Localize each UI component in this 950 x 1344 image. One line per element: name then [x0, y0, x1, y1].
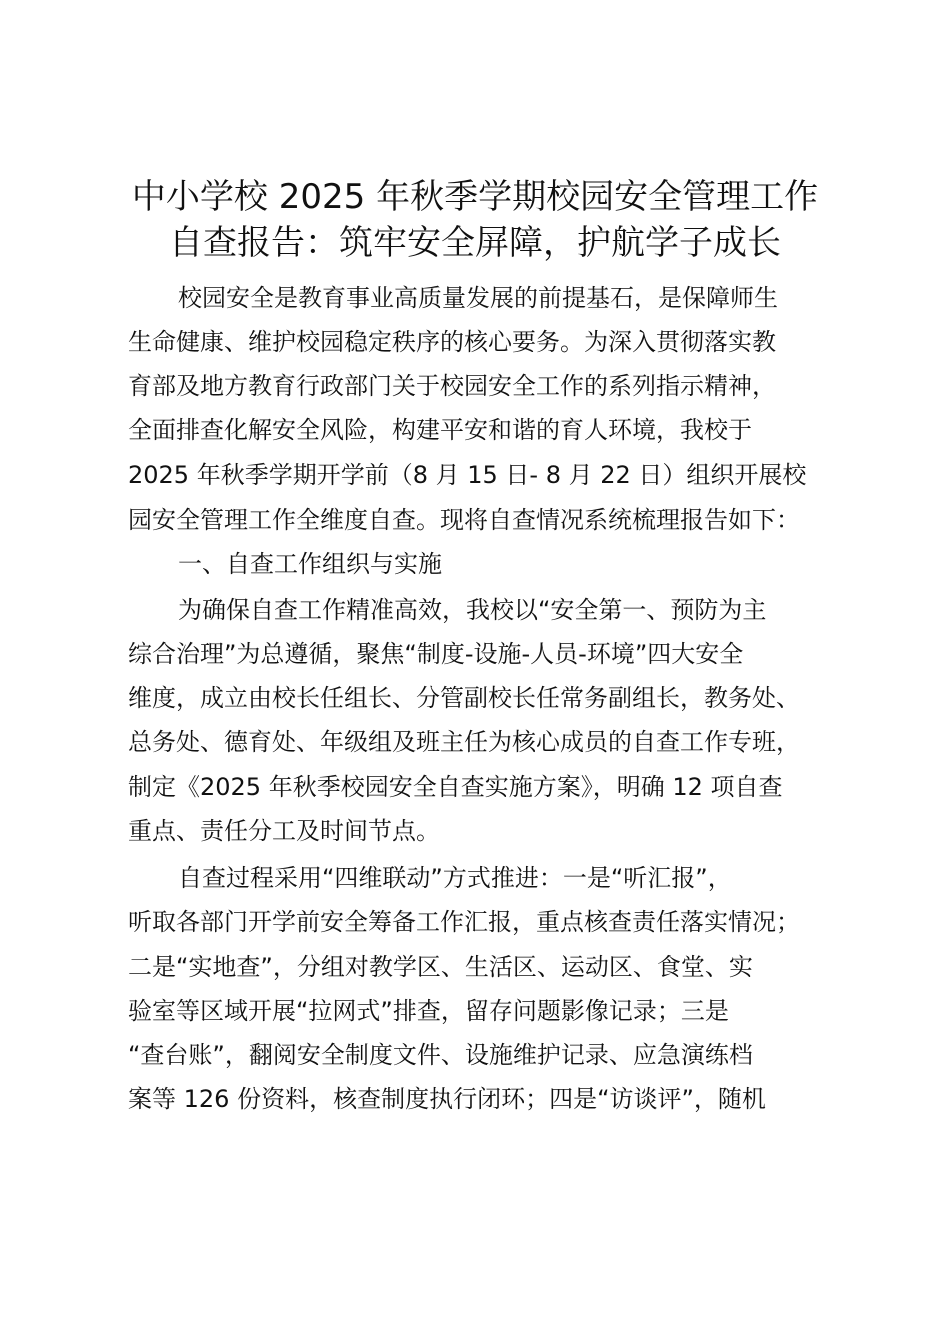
paragraph-2-line-2: 综合治理”为总遵循，聚焦“制度-设施-人员-环境”四大安全 — [128, 640, 744, 668]
paragraph-3-line-6: 案等 126 份资料，核查制度执行闭环；四是“访谈评”，随机 — [128, 1085, 766, 1113]
section-heading-1: 一、自查工作组织与实施 — [178, 550, 442, 578]
document-title-line-2: 自查报告：筑牢安全屏障，护航学子成长 — [169, 223, 781, 263]
paragraph-3-line-4: 验室等区域开展“拉网式”排查，留存问题影像记录；三是 — [128, 997, 729, 1025]
paragraph-1-line-6: 园安全管理工作全维度自查。现将自查情况系统梳理报告如下： — [128, 506, 800, 534]
paragraph-1-line-1: 校园安全是教育事业高质量发展的前提基石，是保障师生 — [178, 284, 778, 312]
paragraph-2-line-5: 制定《2025 年秋季校园安全自查实施方案》，明确 12 项自查 — [128, 773, 783, 801]
paragraph-2-line-1: 为确保自查工作精准高效，我校以“安全第一、预防为主 — [178, 596, 767, 624]
paragraph-1-line-5: 2025 年秋季学期开学前（8 月 15 日- 8 月 22 日）组织开展校 — [128, 461, 807, 489]
paragraph-1-line-2: 生命健康、维护校园稳定秩序的核心要务。为深入贯彻落实教 — [128, 328, 776, 356]
paragraph-2-line-3: 维度，成立由校长任组长、分管副校长任常务副组长，教务处、 — [128, 684, 800, 712]
paragraph-3-line-1: 自查过程采用“四维联动”方式推进：一是“听汇报”， — [178, 864, 732, 892]
paragraph-1-line-4: 全面排查化解安全风险，构建平安和谐的育人环境，我校于 — [128, 416, 752, 444]
document-title-line-1: 中小学校 2025 年秋季学期校园安全管理工作 — [131, 177, 819, 217]
paragraph-1-line-3: 育部及地方教育行政部门关于校园安全工作的系列指示精神， — [128, 372, 776, 400]
paragraph-3-line-2: 听取各部门开学前安全筹备工作汇报，重点核查责任落实情况； — [128, 908, 800, 936]
paragraph-2-line-6: 重点、责任分工及时间节点。 — [128, 817, 440, 845]
paragraph-3-line-5: “查台账”，翻阅安全制度文件、设施维护记录、应急演练档 — [128, 1041, 753, 1069]
paragraph-2-line-4: 总务处、德育处、年级组及班主任为核心成员的自查工作专班， — [128, 728, 800, 756]
paragraph-3-line-3: 二是“实地查”，分组对教学区、生活区、运动区、食堂、实 — [128, 953, 753, 981]
